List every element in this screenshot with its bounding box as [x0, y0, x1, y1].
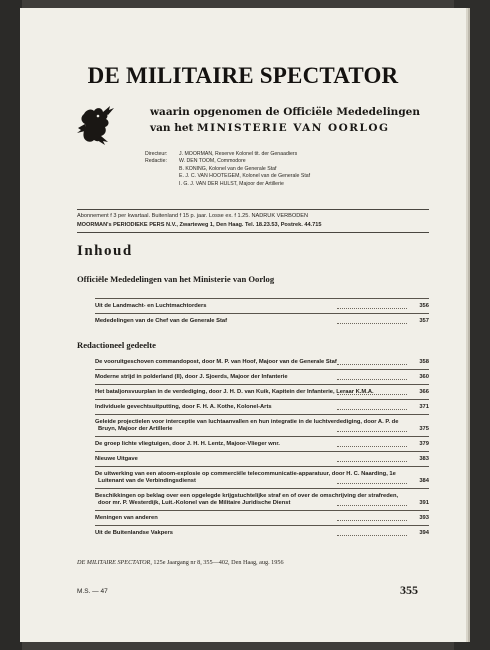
redaction-label: Redactie:: [145, 158, 167, 165]
toc-entry-title: De groep lichte vliegtuigen, door J. H. H. Lentz, Majoor-Vlieger wnr.: [95, 441, 280, 447]
redaction-member: W. DEN TOOM, Commodore: [179, 158, 246, 165]
toc-entry: [95, 441, 429, 448]
toc-entry-page: 357: [419, 318, 429, 324]
director-row: [145, 151, 445, 158]
subtitle-line-2: [150, 120, 450, 136]
toc-entry-page: 391: [419, 500, 429, 506]
toc-entry-page: 394: [419, 530, 429, 536]
toc-entry-title: Nieuwe Uitgave: [95, 456, 138, 462]
toc-entry: [95, 515, 429, 522]
toc-entry: [95, 404, 429, 411]
redaction-row: [145, 158, 445, 165]
toc-entry-title: Uit de Landmacht- en Luchtmachtorders: [95, 303, 207, 309]
toc-entry-page: 366: [419, 389, 429, 395]
toc-entry: [95, 389, 429, 396]
toc-entry-page: 393: [419, 515, 429, 521]
redaction-member: B. KONING, Kolonel van de Generale Staf: [179, 165, 277, 172]
toc-entry: [95, 374, 429, 381]
divider: [95, 525, 429, 526]
divider: [95, 298, 429, 299]
toc-entry-page: 383: [419, 456, 429, 462]
subscription-info: Abonnement f 3 per kwartaal. Buitenland f 15 p. jaar. Losse ex. f 1.25. NADRUK VERBODEN: [77, 213, 309, 219]
divider: [95, 451, 429, 452]
director-name: J. MOORMAN, Reserve Kolonel tit. der Genaadiers: [179, 151, 298, 157]
toc-entry-page: 358: [419, 359, 429, 365]
toc-entry-title: Mededelingen van de Chef van de Generale Staf: [95, 318, 228, 324]
divider: [95, 384, 429, 385]
subtitle-prefix: van het: [150, 122, 198, 134]
divider: [77, 232, 429, 233]
toc-entry-title: Het bataljonsvuurplan in de verdediging, door J. H. D. van Kuik, Kapitein der Infanterie, Leraar K.M.A.: [95, 389, 374, 395]
toc-entry-page: 375: [419, 426, 429, 432]
redaction-member: I. G. J. VAN DER HULST, Majoor der Artillerie: [179, 180, 284, 187]
divider: [95, 510, 429, 511]
journal-details: 125e Jaargang nr 8, 355—402, Den Haag, aug. 1956: [151, 559, 284, 566]
toc-entry: [95, 530, 429, 537]
lion-emblem-icon: [76, 102, 116, 146]
divider: [95, 466, 429, 467]
toc-entry-title: Beschikkingen op beklag over een opgelegde krijgstuchtelijke straf en of over de omschrijving der strafreden, door mr. P. Westerdijk, Luit.-Kolonel van de Militaire Juridische Dienst: [95, 493, 399, 506]
toc-official: [95, 295, 429, 326]
toc-entry-page: 371: [419, 404, 429, 410]
contents-heading: Inhoud: [77, 243, 133, 259]
book-binding: [0, 0, 22, 650]
publisher-info: MOORMAN's PERIODIEKE PERS N.V., Zwarteweg 1, Den Haag. Tel. 18.23.53, Postrek. 44.715: [77, 222, 322, 228]
redaction-row: [145, 166, 445, 173]
page-number: 355: [400, 583, 418, 597]
toc-entry-title: Meningen van anderen: [95, 515, 158, 521]
section-heading-official: Officiële Mededelingen van het Ministerie van Oorlog: [77, 274, 275, 284]
toc-entry: [95, 303, 429, 310]
toc-entry: [95, 318, 429, 325]
toc-entry-page: 360: [419, 374, 429, 380]
divider: [95, 399, 429, 400]
toc-entry-page: 384: [419, 478, 429, 484]
divider: [95, 488, 429, 489]
toc-entry-title: Uit de Buitenlandse Vakpers: [95, 530, 173, 536]
editorial-board: [145, 151, 445, 188]
toc-entry: [95, 493, 429, 507]
document-page: [20, 8, 466, 642]
director-label: Directeur:: [145, 151, 168, 157]
toc-entry-title: De vooruitgeschoven commandopost, door M. P. van Hoof, Majoor van de Generale Staf: [95, 359, 337, 365]
toc-entry-page: 379: [419, 441, 429, 447]
toc-entry-title: Moderne strijd in polderland (II), door J. Sjoerds, Majoor der Infanterie: [95, 374, 288, 380]
toc-editorial: [95, 359, 429, 538]
toc-entry-title: Geleide projectielen voor interceptie van luchtaanvallen en hun integratie in de luchtverdediging, door A. P. de Bruyn, Majoor der Artillerie: [95, 419, 399, 432]
subtitle-ministry: MINISTERIE VAN OORLOG: [197, 122, 390, 134]
divider: [95, 369, 429, 370]
toc-entry: [95, 471, 429, 485]
subtitle: [150, 104, 450, 136]
toc-entry-page: 356: [419, 303, 429, 309]
masthead: DE MILITAIRE SPECTATOR: [87, 63, 399, 88]
toc-entry: [95, 359, 429, 366]
journal-name: DE MILITAIRE SPECTATOR,: [77, 559, 152, 566]
toc-entry: [95, 419, 429, 433]
toc-entry-title: Individuele gevechtsuitputting, door F. H. A. Kothe, Kolonel-Arts: [95, 404, 272, 410]
section-heading-editorial: Redactioneel gedeelte: [77, 340, 156, 350]
divider: [95, 436, 429, 437]
redaction-row: [145, 173, 445, 180]
divider: [77, 209, 429, 210]
redaction-row: [145, 181, 445, 188]
journal-citation: [77, 559, 437, 566]
redaction-member: E. J. C. VAN HOOTEGEM, Kolonel van de Generale Staf: [179, 173, 311, 180]
subtitle-line-1: waarin opgenomen de Officiële Mededelingen: [150, 106, 420, 118]
toc-entry-title: De uitwerking van een atoom-explosie op commerciële telecommunicatie-apparatuur, door H. C. Naarding, 1e Luitenant van de Verbindingsdienst: [95, 471, 396, 484]
toc-entry: [95, 456, 429, 463]
divider: [95, 313, 429, 314]
divider: [95, 414, 429, 415]
ms-label: M.S. — 47: [77, 588, 108, 595]
